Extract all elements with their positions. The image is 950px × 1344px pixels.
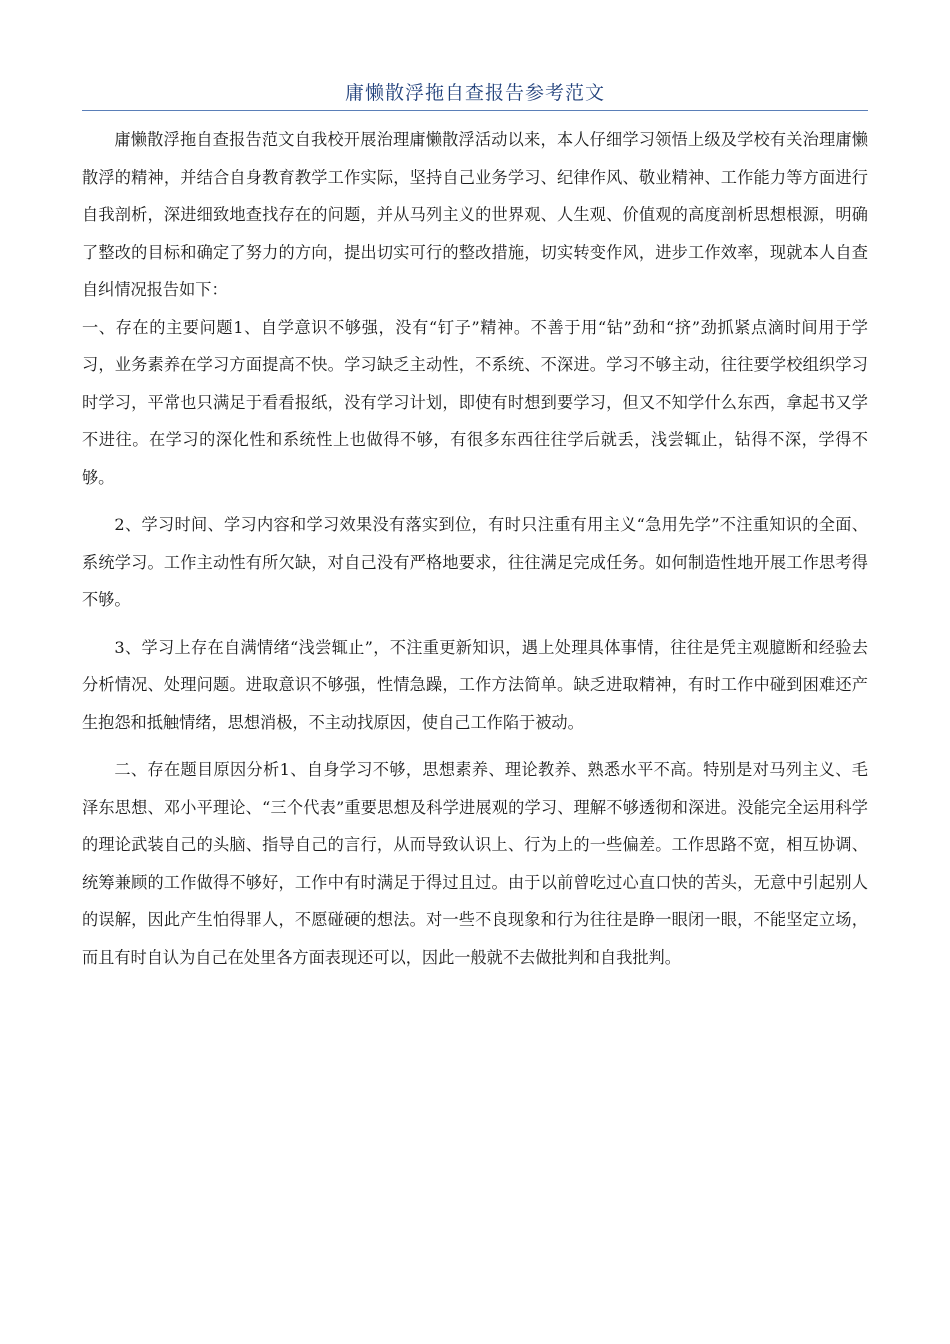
- document-page: [82, 78, 868, 976]
- document-title: 庸懒散浮拖自查报告参考范文: [82, 78, 868, 111]
- paragraph-problems-3: 3、学习上存在自满情绪“浅尝辄止”，不注重更新知识，遇上处理具体事情，往往是凭主观臆断和经验去分析情况、处理问题。进取意识不够强，性情急躁，工作方法简单。缺乏进取精神，有时工作中碰到困难还产生抱怨和抵触情绪，思想消极，不主动找原因，使自己工作陷于被动。: [82, 637, 868, 732]
- paragraph-causes: 二、存在题目原因分析1、自身学习不够，思想素养、理论教养、熟悉水平不高。特别是对马列主义、毛泽东思想、邓小平理论、“三个代表”重要思想及科学进展观的学习、理解不够透彻和深进。没能完全运用科学的理论武装自己的头脑、指导自己的言行，从而导致认识上、行为上的一些偏差。工作思路不宽，相互协调、统筹兼顾的工作做得不够好，工作中有时满足于得过且过。由于以前曾吃过心直口快的苦头，无意中引起别人的误解，因此产生怕得罪人，不愿碰硬的想法。对一些不良现象和行为往往是睁一眼闭一眼，不能坚定立场，而且有时自认为自己在处里各方面表现还可以，因此一般就不去做批判和自我批判。: [82, 760, 868, 967]
- document-body: [82, 121, 868, 976]
- paragraph-problems-1: 一、存在的主要问题1、自学意识不够强，没有“钉子”精神。不善于用“钻”劲和“挤”劲抓紧点滴时间用于学习，业务素养在学习方面提高不快。学习缺乏主动性，不系统、不深进。学习不够主动，往往要学校组织学习时学习，平常也只满足于看看报纸，没有学习计划，即使有时想到要学习，但又不知学什么东西，拿起书又学不进往。在学习的深化性和系统性上也做得不够，有很多东西往往学后就丢，浅尝辄止，钻得不深，学得不够。: [82, 317, 868, 487]
- paragraph-intro: 庸懒散浮拖自查报告范文自我校开展治理庸懒散浮活动以来，本人仔细学习领悟上级及学校有关治理庸懒散浮的精神，并结合自身教育教学工作实际，坚持自己业务学习、纪律作风、敬业精神、工作能力等方面进行自我剖析，深进细致地查找存在的问题，并从马列主义的世界观、人生观、价值观的高度剖析思想根源，明确了整改的目标和确定了努力的方向，提出切实可行的整改措施，切实转变作风，进步工作效率，现就本人自查自纠情况报告如下：: [82, 130, 868, 299]
- paragraph-problems-2: 2、学习时间、学习内容和学习效果没有落实到位，有时只注重有用主义“急用先学”不注重知识的全面、系统学习。工作主动性有所欠缺，对自己没有严格地要求，往往满足完成任务。如何制造性地开展工作思考得不够。: [82, 515, 868, 609]
